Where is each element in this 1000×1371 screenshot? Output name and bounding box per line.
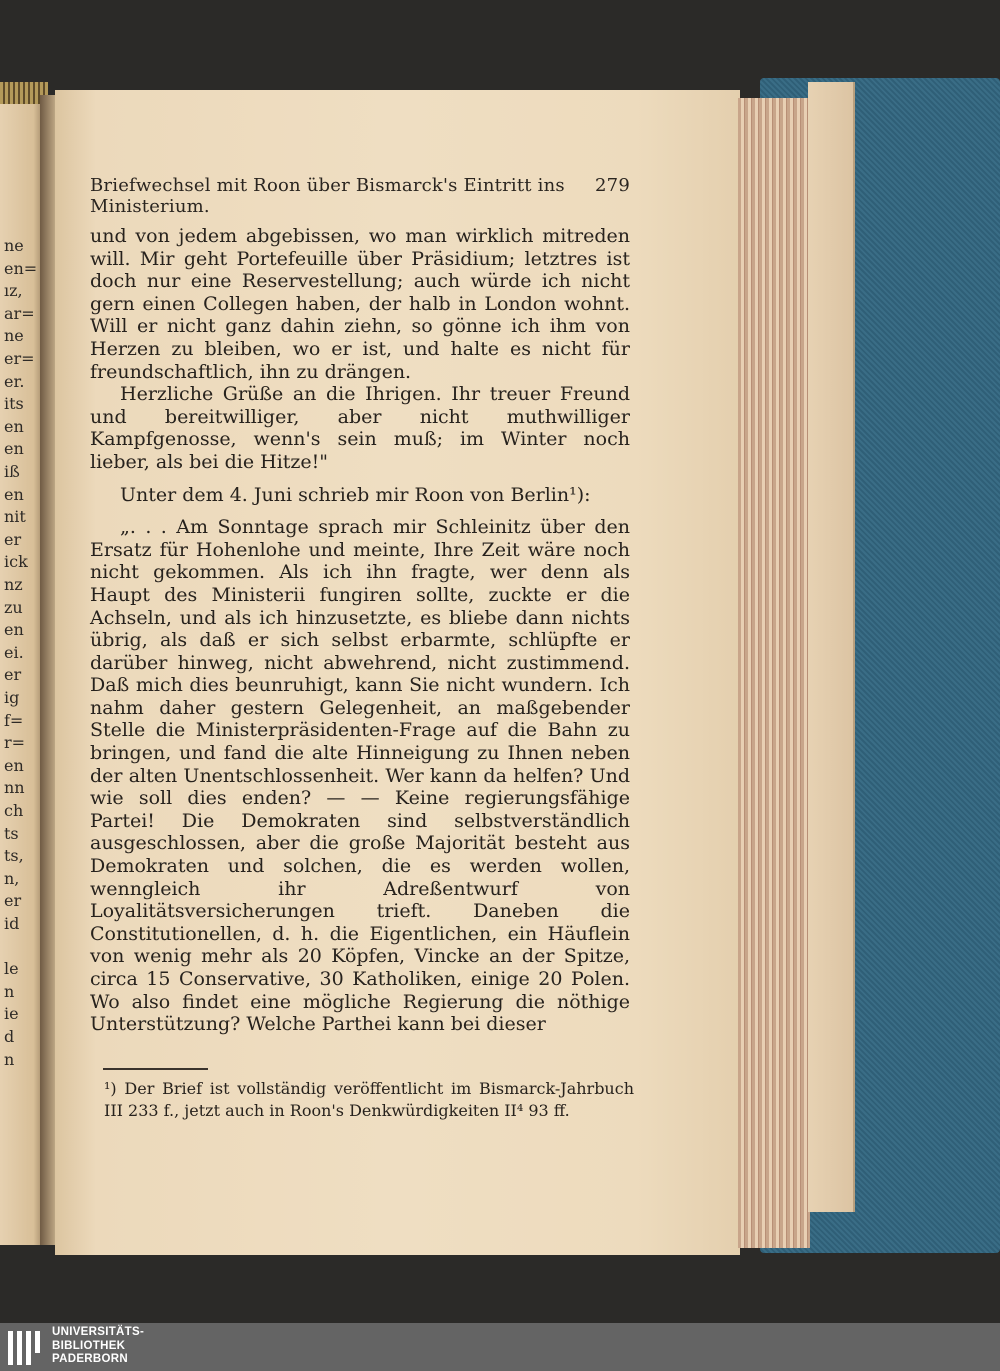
logo-line-1: UNIVERSITÄTS- [52,1326,145,1338]
logo-line-3: PADERBORN [52,1353,128,1365]
left-page-fragment: nz [4,575,23,594]
left-page-fragment: ts, [4,846,24,866]
footnote: ¹) Der Brief ist vollständig veröffentlicht im Bismarck-Jahrbuch III 233 f., jetzt auch in Roon's Denkwürdigkeiten II⁴ 93 ff. [104,1079,634,1120]
footnote-rule [103,1068,208,1070]
library-footer [0,1323,1000,1371]
left-page-fragment: ig [4,688,20,707]
left-page-fragment: ne [4,236,24,255]
left-page-fragment: er [4,891,22,911]
left-page-fragment: en [4,755,24,775]
left-page-fragment: n, [4,868,20,888]
left-page-fragment: nn [4,778,25,798]
paragraph-2: Herzliche Grüße an die Ihrigen. Ihr treuer Freund und bereitwilliger, aber nicht muthwilliger Kampfgenosse, wenn's sein muß; im Winter noch lieber, als bei die Hitze!" [90,383,630,473]
left-page-fragment: iß [4,462,20,481]
left-page-fragment: its [4,394,24,414]
paragraph-1: und von jedem abgebissen, wo man wirklich mitreden will. Mir geht Portefeuille über Präsidium; letztres ist doch nur eine Reservestellung; auch würde ich nicht gern einen Collegen haben, der halb in London wohnt. Will er nicht ganz dahin ziehn, so gönne ich ihm von Herzen zu bleiben, wo er ist, und halte es nicht für freundschaftlich, ihn zu drängen. [90,225,630,383]
left-page-fragment: en [4,439,24,459]
logo-line-2: BIBLIOTHEK [52,1339,126,1352]
left-page-fragment: d [4,1027,15,1046]
main-text [90,225,630,1036]
left-page-fragment: id [4,914,20,933]
left-page-fragment: nit [4,507,26,527]
running-header [90,175,630,217]
left-page-fragment: en [4,620,24,640]
left-page-fragment: en [4,416,24,436]
library-logo-icon [8,1331,48,1365]
left-page-fragment: le [4,959,19,979]
left-page-fragment: er. [4,371,25,391]
left-page-fragment: ts [4,823,19,843]
library-logo-text [52,1326,144,1367]
left-page-fragment: n [4,1049,15,1069]
left-page-fragment: er [4,529,22,549]
left-page-fragment: ie [4,1004,19,1024]
left-page-fragment: zu [4,597,23,617]
left-page-fragment: er [4,665,22,685]
page-number: 279 [595,175,630,196]
left-page-fragment: en= [4,258,38,278]
left-page-fragment: ch [4,801,24,820]
left-page-fragment: ar= [4,303,35,323]
left-page-fragment: ız, [4,281,23,301]
left-page-fragment: en [4,484,24,504]
left-page-fragment: ei. [4,642,24,662]
page-stack-edge-outer [808,82,855,1212]
paragraph-4: „. . . Am Sonntage sprach mir Schleinitz über den Ersatz für Hohenlohe und meinte, Ihre Zeit wäre noch nicht gekommen. Als ich ihn fragte, wer denn als Haupt des Ministerii fungiren sollte, zuckte er die Achseln, und als ich hinzusetzte, es bliebe dann nichts übrig, als daß er sich selbst erbarmte, schlüpfte er darüber hinweg, nicht abwehrend, nicht zustimmend. Daß mich dies beunruhigt, kann Sie nicht wundern. Ich nahm daher gestern Gelegenheit, an maßgebender Stelle die Ministerpräsidenten-Frage auf die Bahn zu bringen, und fand die alte Hinneigung zu Ihnen neben der alten Unentschlossenheit. Wer kann da helfen? Und wie soll dies enden? — — Keine regierungsfähige Partei! Die Demokraten sind selbstverständlich ausgeschlossen, aber die große Majorität besteht aus Demokraten und solchen, die es werden wollen, wenngleich ihr Adreßentwurf von Loyalitätsversicherungen trieft. Daneben die Constitutionellen, d. h. die Eigentlichen, ein Häuflein von wenig mehr als 20 Köpfen, Vincke an der Spitze, circa 15 Conservative, 30 Katholiken, einige 20 Polen. Wo also findet eine mögliche Regierung die nöthige Unterstützung? Welche Parthei kann bei dieser [90,516,630,1036]
page-stack-edge [738,98,810,1248]
left-page-fragment: r= [4,733,26,753]
left-page-fragment: ne [4,326,24,346]
paragraph-3: Unter dem 4. Juni schrieb mir Roon von Berlin¹): [120,483,591,506]
left-page-fragment: ick [4,552,28,572]
running-title: Briefwechsel mit Roon über Bismarck's Eintritt ins Ministerium. [90,175,565,217]
left-page-fragment: f= [4,710,24,730]
left-page-fragment: n [4,981,15,1001]
left-page-fragment: er= [4,349,35,368]
